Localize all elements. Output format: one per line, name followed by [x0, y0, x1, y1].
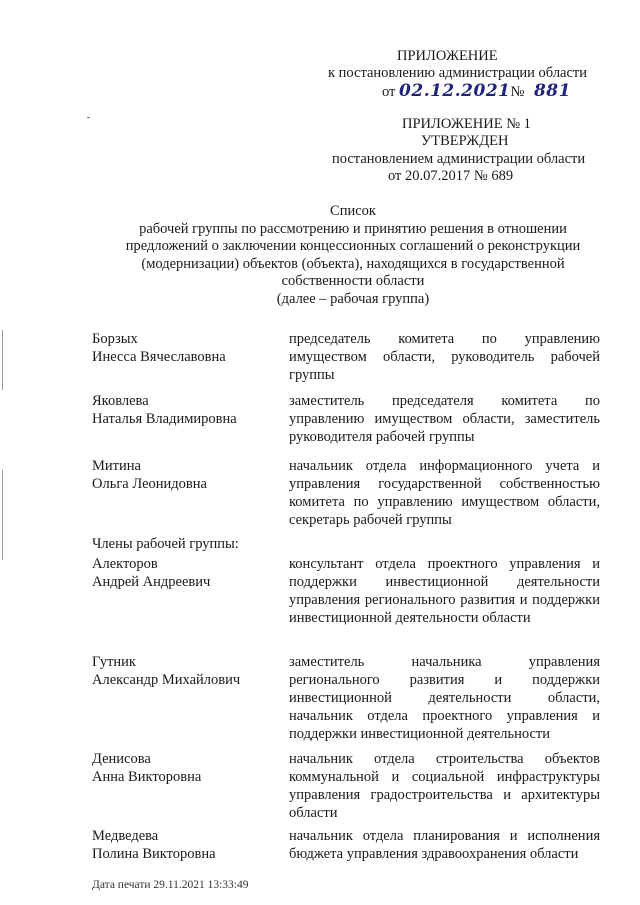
member-surname: Гутник	[92, 654, 136, 670]
resolution-date-line	[382, 83, 571, 101]
member-role: консультант отдела проектного управления и поддержки инвестиционной деятельности управления регионального развития и поддержки инвестиционной деятельности области	[289, 556, 600, 626]
approved-date-line: от 20.07.2017 № 689	[388, 168, 514, 184]
member-name	[92, 392, 282, 428]
appendix-1-heading: ПРИЛОЖЕНИЕ № 1	[402, 116, 531, 132]
member-name	[92, 330, 282, 366]
member-given-name: Ольга Леонидовна	[92, 476, 207, 492]
member-role: начальник отдела информационного учета и управления государственной собственностью комитета по управлению имуществом области, секретарь рабочей группы	[289, 458, 600, 528]
member-given-name: Полина Викторовна	[92, 846, 216, 862]
member-given-name: Александр Михайлович	[92, 672, 241, 688]
member-surname: Медведева	[92, 828, 159, 844]
member-role: начальник отдела планирования и исполнения бюджета управления здравоохранения области	[289, 828, 600, 862]
scan-tick-mark	[87, 117, 90, 118]
handwritten-number: 881	[533, 81, 571, 101]
member-surname: Митина	[92, 458, 141, 474]
member-role: председатель комитета по управлению имуществом области, руководитель рабочей группы	[289, 331, 600, 383]
appendix-heading: ПРИЛОЖЕНИЕ	[397, 48, 498, 64]
member-given-name: Инесса Вячеславовна	[92, 349, 226, 365]
title-line: предложений о заключении концессионных соглашений о реконструкции	[125, 238, 581, 254]
document-title	[92, 203, 614, 308]
member-surname: Денисова	[92, 751, 151, 767]
member-surname: Борзых	[92, 331, 138, 347]
print-date-footer: Дата печати 29.11.2021 13:33:49	[92, 879, 249, 891]
to-resolution-line: к постановлению администрации области	[328, 65, 588, 81]
title-line: рабочей группы по рассмотрению и принятию решения в отношении	[139, 220, 567, 237]
members-heading: Члены рабочей группы:	[92, 536, 239, 552]
number-sign: №	[510, 84, 525, 100]
title-line: собственности области	[281, 273, 425, 289]
scan-margin-mark	[2, 470, 3, 560]
member-role: начальник отдела строительства объектов коммунальной и социальной инфраструктуры управления градостроительства и архитектуры области	[289, 751, 600, 821]
member-role: заместитель начальника управления регионального развития и поддержки инвестиционной деятельности области, начальник отдела проектного управления и поддержки инвестиционной деятельности	[289, 654, 600, 742]
member-role: заместитель председателя комитета по управлению имуществом области, заместитель руководителя рабочей группы	[289, 393, 600, 445]
member-given-name: Андрей Андреевич	[92, 574, 211, 590]
member-name	[92, 555, 282, 591]
member-name	[92, 750, 282, 786]
member-given-name: Анна Викторовна	[92, 769, 202, 785]
member-name	[92, 653, 282, 689]
title-line: (далее – рабочая группа)	[276, 290, 430, 307]
member-name	[92, 827, 282, 863]
member-surname: Алекторов	[92, 556, 158, 572]
member-name	[92, 457, 282, 493]
by-resolution-line: постановлением администрации области	[332, 151, 586, 167]
approved-heading: УТВЕРЖДЕН	[421, 133, 509, 149]
scan-margin-mark	[2, 330, 3, 390]
title-line: (модернизации) объектов (объекта), находящихся в государственной	[141, 255, 565, 272]
member-given-name: Наталья Владимировна	[92, 411, 237, 427]
title-heading: Список	[330, 203, 376, 219]
handwritten-date: 02.12.2021	[399, 81, 511, 101]
member-surname: Яковлева	[92, 393, 149, 409]
from-prefix: от	[382, 84, 396, 100]
